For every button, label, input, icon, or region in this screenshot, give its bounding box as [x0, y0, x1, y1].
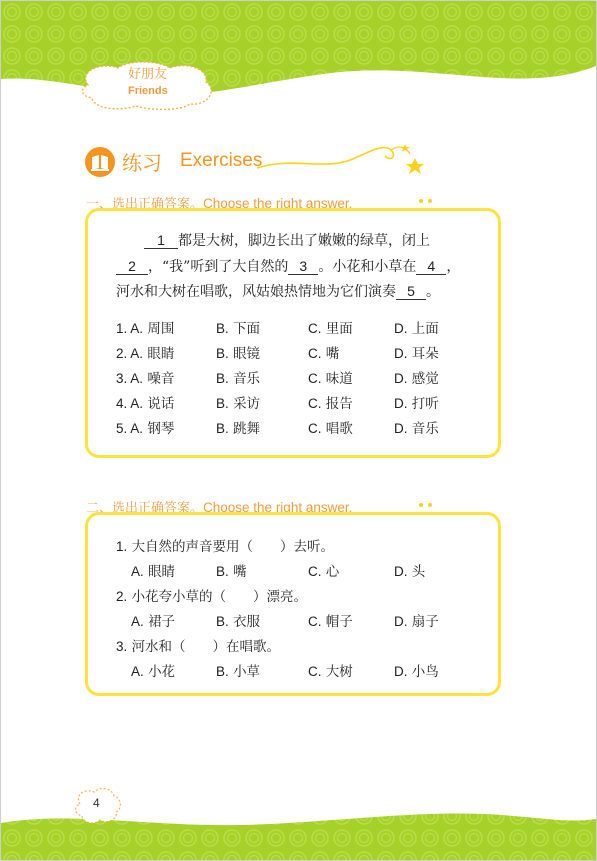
option-number: 2. A. — [116, 346, 144, 361]
option-text: 采访 — [233, 396, 261, 412]
option-label: D. — [394, 421, 408, 436]
option-label: B. — [216, 371, 229, 386]
option-label: C. — [308, 664, 322, 679]
option-text: 扇子 — [411, 614, 439, 630]
option-text: 衣服 — [233, 614, 261, 630]
option-c[interactable] — [308, 417, 353, 437]
dots-decoration — [418, 502, 438, 508]
option-label: B. — [216, 564, 229, 579]
question-text: 大自然的声音要用（ ）去听。 — [131, 539, 335, 555]
option-a[interactable] — [116, 392, 174, 412]
question-text: 小花夸小草的（ ）漂亮。 — [131, 589, 308, 605]
option-d[interactable] — [394, 417, 439, 437]
option-b[interactable] — [216, 417, 260, 437]
option-text: 下面 — [233, 321, 261, 337]
option-label: C. — [308, 564, 322, 579]
option-text: 眼睛 — [148, 564, 176, 580]
option-label: B. — [216, 664, 229, 679]
option-label: D. — [394, 346, 408, 361]
friends-badge-cn: 好朋友 — [128, 67, 168, 82]
passage-line-1 — [116, 230, 430, 250]
option-label: C. — [308, 614, 322, 629]
option-a[interactable] — [116, 317, 174, 337]
option-label: C. — [308, 346, 322, 361]
option-text: 感觉 — [411, 371, 439, 387]
option-label: C. — [308, 321, 322, 336]
option-label: A. — [131, 564, 144, 579]
question-3 — [116, 635, 280, 655]
question-number: 1. — [116, 539, 128, 554]
option-text: 耳朵 — [411, 346, 439, 362]
dots-decoration — [418, 198, 438, 204]
passage-text: ，“我”听到了大自然的 — [148, 259, 289, 275]
option-c[interactable] — [308, 367, 353, 387]
option-d[interactable] — [394, 660, 439, 680]
option-number: 1. A. — [116, 321, 144, 336]
option-label: C. — [308, 371, 322, 386]
option-label: A. — [131, 664, 144, 679]
option-d[interactable] — [394, 342, 439, 362]
option-text: 唱歌 — [325, 421, 353, 437]
option-c[interactable] — [308, 392, 353, 412]
option-label: B. — [216, 321, 229, 336]
option-text: 噪音 — [147, 371, 175, 387]
question-number: 2. — [116, 589, 128, 604]
exercise-title-cn: 练习 — [122, 151, 162, 175]
blank-1: 1 — [144, 232, 178, 249]
option-c[interactable] — [308, 317, 353, 337]
option-c[interactable] — [308, 342, 339, 362]
option-a[interactable] — [116, 417, 174, 437]
passage-line-2 — [116, 256, 460, 276]
option-text: 报告 — [325, 396, 353, 412]
book-icon — [85, 147, 115, 177]
option-text: 钢琴 — [147, 421, 175, 437]
option-label: D. — [394, 321, 408, 336]
option-b[interactable] — [216, 560, 247, 580]
option-a[interactable] — [116, 342, 174, 362]
passage-text: ， — [446, 259, 461, 275]
option-number: 3. A. — [116, 371, 144, 386]
option-b[interactable] — [216, 317, 260, 337]
option-text: 帽子 — [325, 614, 353, 630]
option-b[interactable] — [216, 392, 260, 412]
option-text: 小花 — [148, 664, 176, 680]
option-text: 嘴 — [233, 564, 247, 580]
option-label: A. — [131, 614, 144, 629]
option-text: 音乐 — [233, 371, 261, 387]
option-d[interactable] — [394, 367, 439, 387]
option-d[interactable] — [394, 317, 439, 337]
option-text: 音乐 — [411, 421, 439, 437]
option-text: 周围 — [147, 321, 175, 337]
option-text: 心 — [325, 564, 340, 580]
blank-4: 4 — [416, 258, 446, 275]
section-2-heading-en: Choose the right answer. — [203, 500, 353, 515]
option-text: 小草 — [233, 664, 261, 680]
blank-2: 2 — [116, 258, 148, 275]
option-label: D. — [394, 396, 408, 411]
option-text: 上面 — [411, 321, 439, 337]
page-number: 4 — [93, 796, 100, 810]
question-1 — [116, 535, 334, 555]
option-a[interactable] — [131, 660, 175, 680]
option-text: 眼镜 — [233, 346, 261, 362]
option-number: 4. A. — [116, 396, 144, 411]
option-text: 说话 — [147, 396, 175, 412]
option-a[interactable] — [116, 367, 174, 387]
option-text: 味道 — [325, 371, 353, 387]
option-b[interactable] — [216, 367, 260, 387]
passage-text: 。 — [426, 284, 440, 300]
option-text: 裙子 — [148, 614, 176, 630]
option-c[interactable] — [308, 660, 353, 680]
passage-text: 。小花和小草在 — [318, 259, 417, 275]
blank-3: 3 — [288, 258, 318, 275]
option-label: B. — [216, 346, 229, 361]
option-c[interactable] — [308, 610, 353, 630]
option-b[interactable] — [216, 610, 260, 630]
option-text: 里面 — [325, 321, 353, 337]
option-label: D. — [394, 614, 408, 629]
option-b[interactable] — [216, 342, 260, 362]
star-swirl-decoration — [255, 138, 435, 178]
section-2-heading-cn: 二、选出正确答案。 — [86, 501, 204, 516]
option-number: 5. A. — [116, 421, 144, 436]
option-label: B. — [216, 396, 229, 411]
question-2 — [116, 585, 307, 605]
option-text: 眼睛 — [147, 346, 175, 362]
option-d[interactable] — [394, 610, 439, 630]
option-a[interactable] — [131, 560, 175, 580]
option-text: 头 — [411, 564, 426, 580]
option-label: C. — [308, 396, 322, 411]
option-label: D. — [394, 564, 408, 579]
passage-text: 都是大树，脚边长出了嫩嫩的绿草，闭上 — [178, 233, 430, 249]
exercise-title-en: Exercises — [180, 150, 263, 171]
option-label: C. — [308, 421, 322, 436]
option-label: D. — [394, 664, 408, 679]
blank-5: 5 — [396, 283, 426, 300]
option-text: 打听 — [411, 396, 439, 412]
passage-text: 河水和大树在唱歌，风姑娘热情地为它们演奏 — [116, 284, 396, 300]
question-text: 河水和（ ）在唱歌。 — [131, 639, 281, 655]
question-number: 3. — [116, 639, 128, 654]
option-c[interactable] — [308, 560, 339, 580]
option-label: D. — [394, 371, 408, 386]
option-d[interactable] — [394, 392, 439, 412]
option-text: 大树 — [325, 664, 353, 680]
option-text: 小鸟 — [411, 664, 439, 680]
option-a[interactable] — [131, 610, 175, 630]
option-b[interactable] — [216, 660, 260, 680]
option-d[interactable] — [394, 560, 425, 580]
section-1-heading-cn: 一、选出正确答案。 — [86, 197, 204, 212]
option-text: 跳舞 — [233, 421, 261, 437]
passage-line-3 — [116, 281, 440, 301]
option-label: B. — [216, 614, 229, 629]
option-label: B. — [216, 421, 229, 436]
option-text: 嘴 — [325, 346, 340, 362]
friends-badge-en: Friends — [128, 85, 168, 97]
section-1-heading-en: Choose the right answer. — [203, 196, 353, 211]
